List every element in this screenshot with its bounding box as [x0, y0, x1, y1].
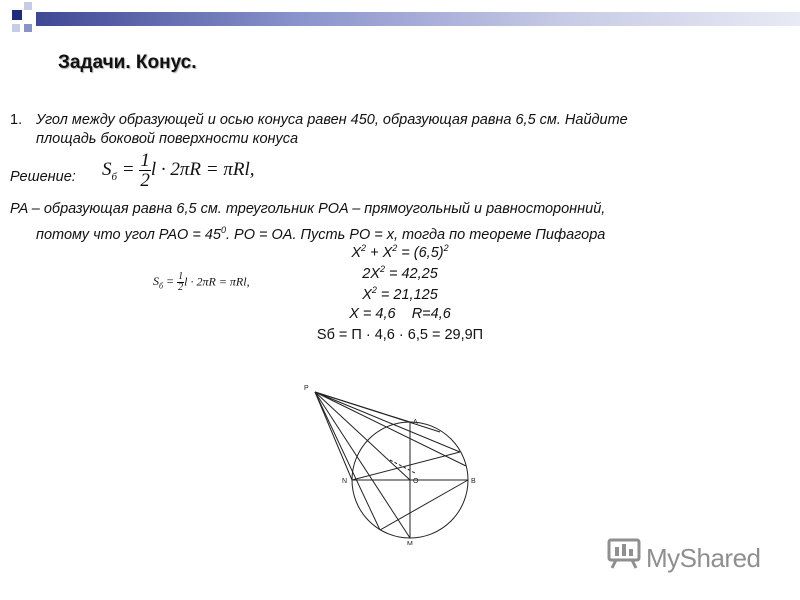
label-O: O — [413, 478, 419, 485]
header-square-light-1 — [24, 2, 32, 10]
problem-text — [36, 111, 776, 149]
problem-line-2: площадь боковой поверхности конуса — [36, 131, 299, 147]
label-B: B — [471, 478, 476, 485]
chord-T4-B — [380, 480, 468, 530]
header-square-mid — [24, 24, 32, 32]
line-P-T3 — [315, 392, 440, 432]
line-P-T2 — [315, 392, 466, 466]
equation-1: $X^2 + X^2 = (6,5)^2$ — [351, 243, 449, 261]
page-title: Задачи. Конус. — [58, 52, 197, 73]
problem-line-1: Угол между образующей и осью конуса равен 450, образующая равна 6,5 см. Найдите — [36, 112, 628, 128]
label-N: N — [342, 478, 348, 485]
line-P-O — [315, 392, 410, 480]
watermark-text: MyShared — [646, 543, 761, 573]
equation-5: Sб = П · 4,6 · 6,5 = 29,9П — [316, 327, 484, 343]
label-P: P — [304, 385, 309, 392]
header-square-light-2 — [12, 24, 20, 32]
problem-number: 1. — [10, 112, 23, 128]
equation-2: $2X^2 = 42,25$ — [362, 264, 438, 282]
solution-line-1: PA – образующая равна 6,5 см. треугольник POA – прямоугольный и равносторонний, — [10, 201, 606, 217]
equation-3: $X^2 = 21,125$ — [362, 285, 438, 303]
formula-large: $S_б$ = $\frac{1}{2}$ l · 2πR = πRl, — [102, 150, 255, 191]
header-bar-gradient — [36, 12, 800, 26]
solution-label: Решение: — [10, 169, 76, 185]
line-P-T4 — [315, 392, 380, 530]
equation-4: X = 4,6 R=4,6 — [349, 306, 451, 322]
header-square-navy — [12, 10, 22, 20]
cone-figure — [290, 380, 490, 545]
label-A: A — [413, 419, 418, 426]
solution-line-2: потому что угол PAO = $45^0$. PO = OA. Пусть PO = x, тогда по теореме Пифагора — [36, 225, 606, 243]
formula-small: $S_б$ = $\frac{1}{2}$ l · 2πR = πRl, — [153, 271, 250, 293]
myshared-logo-icon — [606, 536, 642, 570]
label-M: M — [407, 541, 413, 545]
line-P-M — [315, 392, 410, 538]
